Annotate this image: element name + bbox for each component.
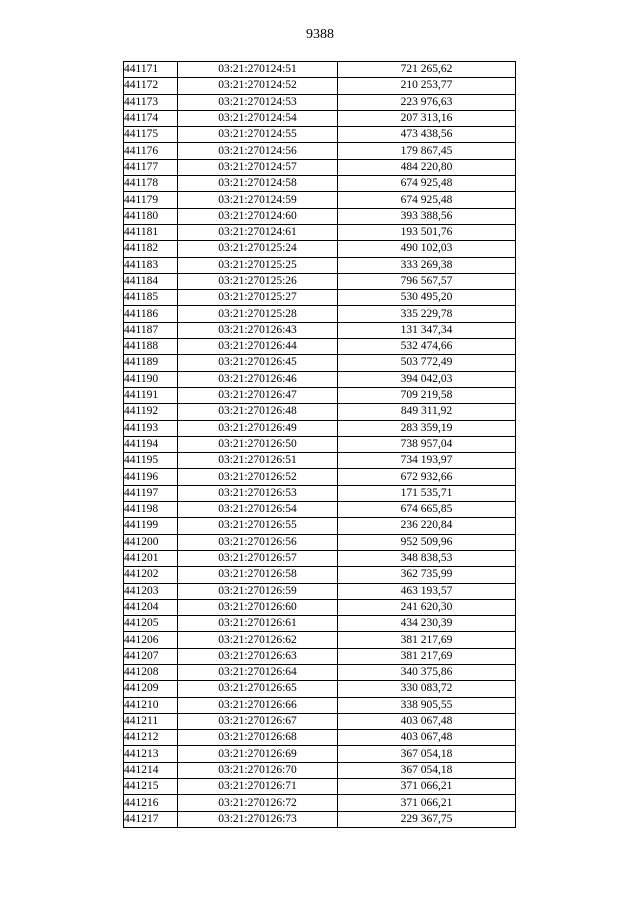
cadastral-number-cell: 03:21:270124:57: [178, 159, 338, 175]
table-row: [124, 762, 516, 778]
row-number-cell: 441183: [124, 257, 178, 273]
cadastral-value-cell: 367 054,18: [338, 762, 516, 778]
table-row: [124, 599, 516, 615]
cadastral-number-cell: 03:21:270124:53: [178, 94, 338, 110]
table-row: [124, 306, 516, 322]
table-row: [124, 192, 516, 208]
cadastral-number-cell: 03:21:270126:65: [178, 681, 338, 697]
row-number-cell: 441179: [124, 192, 178, 208]
cadastral-value-cell: 796 567,57: [338, 273, 516, 289]
table-row: [124, 355, 516, 371]
cadastral-value-cell: 393 388,56: [338, 208, 516, 224]
cadastral-value-cell: 381 217,69: [338, 632, 516, 648]
row-number-cell: 441189: [124, 355, 178, 371]
cadastral-number-cell: 03:21:270126:64: [178, 664, 338, 680]
table-row: [124, 94, 516, 110]
table-row: [124, 713, 516, 729]
row-number-cell: 441207: [124, 648, 178, 664]
row-number-cell: 441174: [124, 110, 178, 126]
row-number-cell: 441205: [124, 616, 178, 632]
cadastral-value-cell: 434 230,39: [338, 616, 516, 632]
cadastral-number-cell: 03:21:270126:60: [178, 599, 338, 615]
cadastral-number-cell: 03:21:270124:61: [178, 224, 338, 240]
row-number-cell: 441195: [124, 453, 178, 469]
cadastral-number-cell: 03:21:270126:47: [178, 387, 338, 403]
table-row: [124, 371, 516, 387]
table-row: [124, 583, 516, 599]
row-number-cell: 441184: [124, 273, 178, 289]
cadastral-number-cell: 03:21:270125:28: [178, 306, 338, 322]
cadastral-value-cell: 530 495,20: [338, 290, 516, 306]
cadastral-value-cell: 674 925,48: [338, 192, 516, 208]
row-number-cell: 441194: [124, 436, 178, 452]
row-number-cell: 441185: [124, 290, 178, 306]
cadastral-number-cell: 03:21:270124:54: [178, 110, 338, 126]
row-number-cell: 441201: [124, 550, 178, 566]
row-number-cell: 441196: [124, 469, 178, 485]
cadastral-number-cell: 03:21:270126:45: [178, 355, 338, 371]
cadastral-value-cell: 229 367,75: [338, 811, 516, 827]
cadastral-value-cell: 340 375,86: [338, 664, 516, 680]
cadastral-number-cell: 03:21:270125:27: [178, 290, 338, 306]
table-row: [124, 110, 516, 126]
row-number-cell: 441197: [124, 485, 178, 501]
cadastral-value-cell: 193 501,76: [338, 224, 516, 240]
table-row: [124, 127, 516, 143]
cadastral-number-cell: 03:21:270126:70: [178, 762, 338, 778]
cadastral-value-cell: 333 269,38: [338, 257, 516, 273]
cadastral-value-cell: 223 976,63: [338, 94, 516, 110]
cadastral-number-cell: 03:21:270126:66: [178, 697, 338, 713]
table-row: [124, 273, 516, 289]
row-number-cell: 441187: [124, 322, 178, 338]
cadastral-value-cell: 338 905,55: [338, 697, 516, 713]
cadastral-number-cell: 03:21:270124:59: [178, 192, 338, 208]
row-number-cell: 441217: [124, 811, 178, 827]
table-row: [124, 730, 516, 746]
cadastral-value-cell: 738 957,04: [338, 436, 516, 452]
cadastral-number-cell: 03:21:270125:24: [178, 241, 338, 257]
row-number-cell: 441213: [124, 746, 178, 762]
row-number-cell: 441192: [124, 404, 178, 420]
row-number-cell: 441204: [124, 599, 178, 615]
table-row: [124, 779, 516, 795]
table-row: [124, 62, 516, 78]
row-number-cell: 441209: [124, 681, 178, 697]
cadastral-value-cell: 403 067,48: [338, 713, 516, 729]
cadastral-number-cell: 03:21:270126:56: [178, 534, 338, 550]
cadastral-number-cell: 03:21:270126:43: [178, 322, 338, 338]
cadastral-number-cell: 03:21:270126:49: [178, 420, 338, 436]
row-number-cell: 441202: [124, 567, 178, 583]
cadastral-value-cell: 734 193,97: [338, 453, 516, 469]
cadastral-value-cell: 236 220,84: [338, 518, 516, 534]
table-row: [124, 208, 516, 224]
cadastral-number-cell: 03:21:270126:63: [178, 648, 338, 664]
cadastral-number-cell: 03:21:270126:46: [178, 371, 338, 387]
cadastral-value-cell: 348 838,53: [338, 550, 516, 566]
cadastral-value-cell: 473 438,56: [338, 127, 516, 143]
cadastral-number-cell: 03:21:270126:69: [178, 746, 338, 762]
table-row: [124, 290, 516, 306]
row-number-cell: 441175: [124, 127, 178, 143]
cadastral-value-cell: 371 066,21: [338, 795, 516, 811]
cadastral-value-cell: 463 193,57: [338, 583, 516, 599]
cadastral-number-cell: 03:21:270125:26: [178, 273, 338, 289]
table-row: [124, 143, 516, 159]
table-row: [124, 648, 516, 664]
row-number-cell: 441200: [124, 534, 178, 550]
table-row: [124, 469, 516, 485]
table-row: [124, 664, 516, 680]
row-number-cell: 441193: [124, 420, 178, 436]
cadastral-value-cell: 381 217,69: [338, 648, 516, 664]
table-row: [124, 616, 516, 632]
cadastral-value-cell: 394 042,03: [338, 371, 516, 387]
cadastral-number-cell: 03:21:270126:59: [178, 583, 338, 599]
row-number-cell: 441178: [124, 176, 178, 192]
row-number-cell: 441181: [124, 224, 178, 240]
table-row: [124, 78, 516, 94]
cadastral-number-cell: 03:21:270126:62: [178, 632, 338, 648]
cadastral-number-cell: 03:21:270126:71: [178, 779, 338, 795]
row-number-cell: 441211: [124, 713, 178, 729]
row-number-cell: 441214: [124, 762, 178, 778]
cadastral-number-cell: 03:21:270126:52: [178, 469, 338, 485]
cadastral-number-cell: 03:21:270126:68: [178, 730, 338, 746]
table-row: [124, 746, 516, 762]
row-number-cell: 441215: [124, 779, 178, 795]
table-row: [124, 534, 516, 550]
cadastral-number-cell: 03:21:270124:56: [178, 143, 338, 159]
cadastral-number-cell: 03:21:270124:52: [178, 78, 338, 94]
cadastral-value-cell: 179 867,45: [338, 143, 516, 159]
cadastral-number-cell: 03:21:270124:55: [178, 127, 338, 143]
registry-table: [123, 61, 516, 828]
cadastral-number-cell: 03:21:270124:60: [178, 208, 338, 224]
cadastral-number-cell: 03:21:270126:61: [178, 616, 338, 632]
cadastral-value-cell: 532 474,66: [338, 339, 516, 355]
cadastral-number-cell: 03:21:270126:58: [178, 567, 338, 583]
cadastral-value-cell: 207 313,16: [338, 110, 516, 126]
cadastral-value-cell: 674 665,85: [338, 502, 516, 518]
row-number-cell: 441188: [124, 339, 178, 355]
cadastral-value-cell: 674 925,48: [338, 176, 516, 192]
row-number-cell: 441199: [124, 518, 178, 534]
table-row: [124, 567, 516, 583]
row-number-cell: 441182: [124, 241, 178, 257]
cadastral-value-cell: 283 359,19: [338, 420, 516, 436]
page-number: 9388: [306, 27, 334, 42]
row-number-cell: 441210: [124, 697, 178, 713]
row-number-cell: 441172: [124, 78, 178, 94]
cadastral-number-cell: 03:21:270126:44: [178, 339, 338, 355]
row-number-cell: 441216: [124, 795, 178, 811]
table-row: [124, 795, 516, 811]
table-row: [124, 502, 516, 518]
cadastral-number-cell: 03:21:270126:51: [178, 453, 338, 469]
cadastral-value-cell: 131 347,34: [338, 322, 516, 338]
row-number-cell: 441186: [124, 306, 178, 322]
table-row: [124, 550, 516, 566]
table-row: [124, 322, 516, 338]
table-row: [124, 436, 516, 452]
table-row: [124, 420, 516, 436]
cadastral-value-cell: 241 620,30: [338, 599, 516, 615]
cadastral-value-cell: 484 220,80: [338, 159, 516, 175]
row-number-cell: 441180: [124, 208, 178, 224]
cadastral-value-cell: 490 102,03: [338, 241, 516, 257]
table-row: [124, 681, 516, 697]
cadastral-value-cell: 371 066,21: [338, 779, 516, 795]
cadastral-value-cell: 171 535,71: [338, 485, 516, 501]
cadastral-value-cell: 403 067,48: [338, 730, 516, 746]
table-row: [124, 485, 516, 501]
cadastral-value-cell: 849 311,92: [338, 404, 516, 420]
table-row: [124, 339, 516, 355]
cadastral-value-cell: 210 253,77: [338, 78, 516, 94]
cadastral-value-cell: 335 229,78: [338, 306, 516, 322]
row-number-cell: 441177: [124, 159, 178, 175]
cadastral-value-cell: 721 265,62: [338, 62, 516, 78]
cadastral-number-cell: 03:21:270124:58: [178, 176, 338, 192]
cadastral-value-cell: 952 509,96: [338, 534, 516, 550]
cadastral-value-cell: 503 772,49: [338, 355, 516, 371]
row-number-cell: 441206: [124, 632, 178, 648]
row-number-cell: 441173: [124, 94, 178, 110]
table-row: [124, 697, 516, 713]
table-row: [124, 518, 516, 534]
row-number-cell: 441176: [124, 143, 178, 159]
cadastral-number-cell: 03:21:270126:57: [178, 550, 338, 566]
table-row: [124, 811, 516, 827]
cadastral-number-cell: 03:21:270126:55: [178, 518, 338, 534]
table-row: [124, 241, 516, 257]
cadastral-value-cell: 672 932,66: [338, 469, 516, 485]
table-row: [124, 387, 516, 403]
cadastral-value-cell: 362 735,99: [338, 567, 516, 583]
cadastral-number-cell: 03:21:270126:48: [178, 404, 338, 420]
cadastral-number-cell: 03:21:270125:25: [178, 257, 338, 273]
row-number-cell: 441198: [124, 502, 178, 518]
row-number-cell: 441190: [124, 371, 178, 387]
row-number-cell: 441171: [124, 62, 178, 78]
registry-table-body: [124, 62, 516, 828]
cadastral-number-cell: 03:21:270124:51: [178, 62, 338, 78]
cadastral-number-cell: 03:21:270126:54: [178, 502, 338, 518]
table-row: [124, 176, 516, 192]
table-row: [124, 257, 516, 273]
cadastral-value-cell: 709 219,58: [338, 387, 516, 403]
cadastral-number-cell: 03:21:270126:53: [178, 485, 338, 501]
row-number-cell: 441208: [124, 664, 178, 680]
cadastral-number-cell: 03:21:270126:73: [178, 811, 338, 827]
table-row: [124, 404, 516, 420]
row-number-cell: 441212: [124, 730, 178, 746]
table-row: [124, 632, 516, 648]
cadastral-number-cell: 03:21:270126:72: [178, 795, 338, 811]
cadastral-value-cell: 330 083,72: [338, 681, 516, 697]
cadastral-number-cell: 03:21:270126:50: [178, 436, 338, 452]
table-row: [124, 453, 516, 469]
cadastral-value-cell: 367 054,18: [338, 746, 516, 762]
table-row: [124, 159, 516, 175]
table-row: [124, 224, 516, 240]
cadastral-number-cell: 03:21:270126:67: [178, 713, 338, 729]
row-number-cell: 441203: [124, 583, 178, 599]
row-number-cell: 441191: [124, 387, 178, 403]
